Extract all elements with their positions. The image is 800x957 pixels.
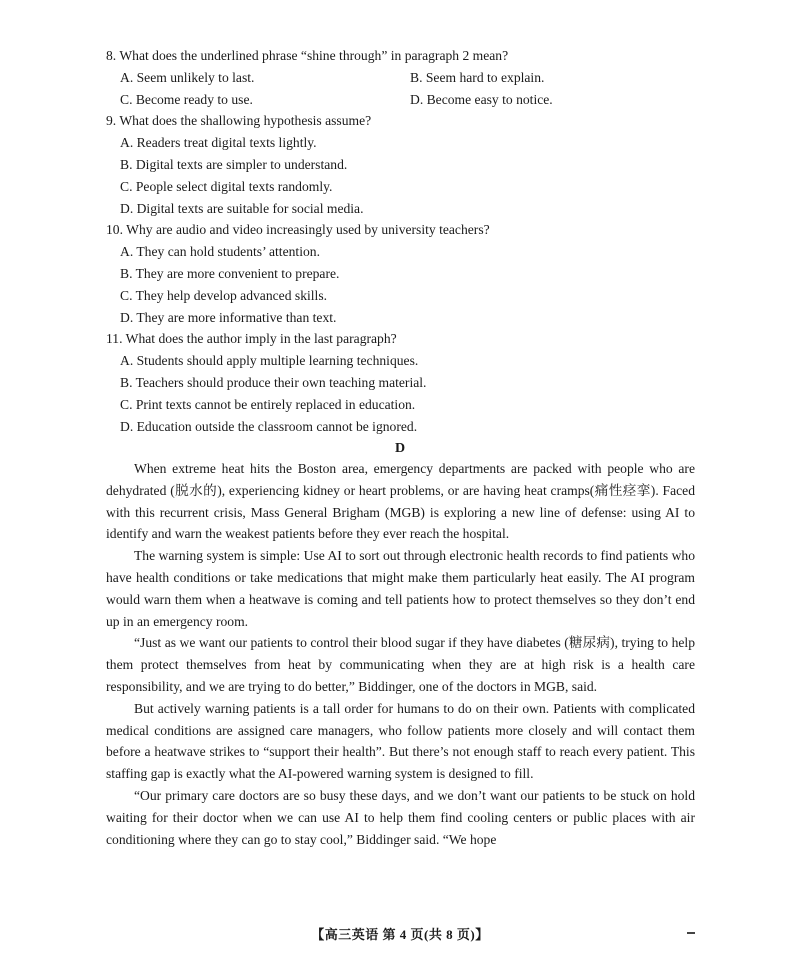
question-8-option-d: D. Become easy to notice. (410, 91, 553, 107)
question-11-option-c: C. Print texts cannot be entirely replaced in education. (120, 396, 416, 412)
question-list (106, 45, 706, 437)
question-8-option-a: A. Seem unlikely to last. (120, 69, 255, 85)
corner-mark (687, 932, 695, 934)
question-8-option-c: C. Become ready to use. (120, 91, 253, 107)
question-10-stem: 10. Why are audio and video increasingly used by university teachers? (106, 222, 490, 238)
passage-paragraph-3: “Just as we want our patients to control their blood sugar if they have diabetes (糖尿病), trying to help them protect themselves from heat by communicating when they are at high risk is a health care responsibility, and we are trying to do better,” Biddinger, one of the doctors in MGB, said. (106, 635, 695, 694)
question-11-option-b: B. Teachers should produce their own teaching material. (120, 374, 427, 390)
question-11-stem: 11. What does the author imply in the last paragraph? (106, 331, 397, 347)
question-10-option-d: D. They are more informative than text. (120, 309, 337, 325)
passage-paragraph-4: But actively warning patients is a tall order for humans to do on their own. Patients with complicated medical conditions are assigned care managers, who follow patients more closely and will contact them before a heatwave strikes to “support their health”. But there’s not enough staff to reach every patient. This staffing gap is exactly what the AI-powered warning system is designed to fill. (106, 700, 695, 782)
page-footer: 【高三英语 第 4 页(共 8 页)】 (311, 927, 489, 942)
passage-paragraph-1: When extreme heat hits the Boston area, emergency departments are packed with people who are dehydrated (脱水的), experiencing kidney or heart problems, or are having heat cramps(痛性痉挛). Faced with this recurrent crisis, Mass General Brigham (MGB) is exploring a new line of defense: using AI to identify and warn the weakest patients before they ever reach the hospital. (106, 461, 695, 542)
question-11-option-a: A. Students should apply multiple learning techniques. (120, 353, 419, 369)
question-8-option-b: B. Seem hard to explain. (410, 69, 545, 85)
question-11-option-d: D. Education outside the classroom cannot be ignored. (120, 418, 418, 434)
question-8-options-row-1 (106, 67, 706, 89)
section-title: D (394, 441, 406, 456)
question-10-option-c: C. They help develop advanced skills. (120, 287, 328, 303)
question-9-stem: 9. What does the shallowing hypothesis assume? (106, 113, 372, 129)
passage-paragraph-5: “Our primary care doctors are so busy these days, and we don’t want our patients to be stuck on hold waiting for their doctor when we can use AI to help them find cooling centers or public places with air conditioning where they can go to stay cool,” Biddinger said. “We hope (106, 787, 695, 847)
question-8-options-row-2 (106, 89, 706, 111)
question-9-option-b: B. Digital texts are simpler to understand. (120, 156, 348, 172)
question-8-stem: 8. What does the underlined phrase “shine through” in paragraph 2 mean? (106, 48, 509, 63)
reading-passage (106, 458, 695, 850)
question-9-option-d: D. Digital texts are suitable for social media. (120, 200, 364, 216)
question-10-option-b: B. They are more convenient to prepare. (120, 265, 340, 281)
passage-paragraph-2: The warning system is simple: Use AI to sort out through electronic health records to find patients who have health conditions or take medications that might make them particularly heat easily. The AI program would warn them when a heatwave is coming and tell patients how to protect themselves so they don’t end up in an emergency room. (106, 548, 695, 629)
question-9-option-c: C. People select digital texts randomly. (120, 178, 333, 194)
question-10-option-a: A. They can hold students’ attention. (120, 244, 320, 260)
question-9-option-a: A. Readers treat digital texts lightly. (120, 135, 317, 151)
